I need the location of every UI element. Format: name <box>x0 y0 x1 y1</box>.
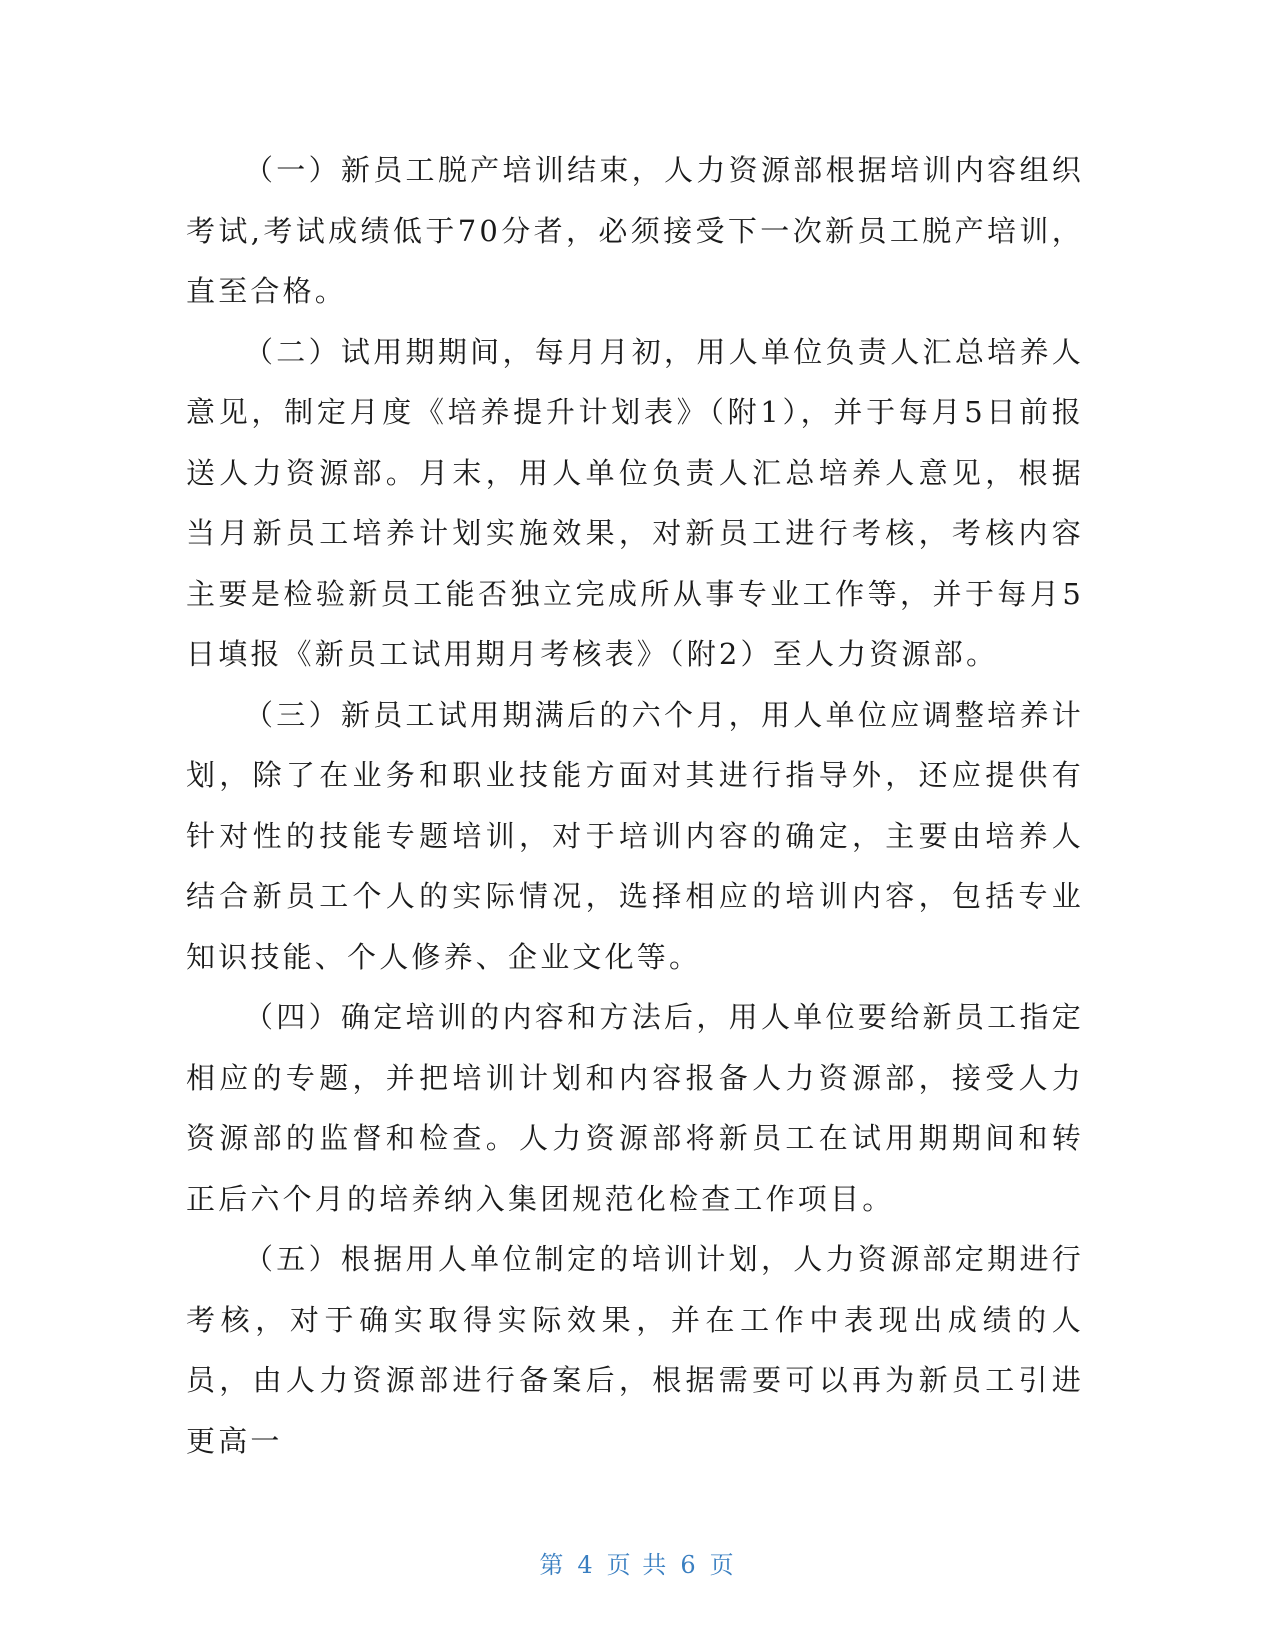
document-body <box>186 140 1084 1471</box>
paragraph-1: （一）新员工脱产培训结束，人力资源部根据培训内容组织考试,考试成绩低于70分者，必须接受下一次新员工脱产培训，直至合格。 <box>186 153 1084 308</box>
paragraph-5: （五）根据用人单位制定的培训计划，人力资源部定期进行考核，对于确实取得实际效果，并在工作中表现出成绩的人员，由人力资源部进行备案后，根据需要可以再为新员工引进更高一 <box>186 1242 1084 1458</box>
current-page-number: 4 <box>577 1551 595 1579</box>
paragraph-4: （四）确定培训的内容和方法后，用人单位要给新员工指定相应的专题，并把培训计划和内容报备人力资源部，接受人力资源部的监督和检查。人力资源部将新员工在试用期期间和转正后六个月的培养纳入集团规范化检查工作项目。 <box>186 1000 1084 1216</box>
footer-mid: 页 共 <box>606 1551 669 1579</box>
paragraph-2: （二）试用期期间，每月月初，用人单位负责人汇总培养人意见，制定月度《培养提升计划表》（附1），并于每月5日前报送人力资源部。月末，用人单位负责人汇总培养人意见，根据当月新员工培养计划实施效果，对新员工进行考核，考核内容主要是检验新员工能否独立完成所从事专业工作等，并于每月5日填报《新员工试用期月考核表》（附2）至人力资源部。 <box>186 334 1084 671</box>
page-footer <box>0 1545 1275 1580</box>
footer-prefix: 第 <box>539 1551 566 1579</box>
total-pages-number: 6 <box>680 1551 698 1579</box>
footer-suffix: 页 <box>709 1551 736 1579</box>
paragraph-3: （三）新员工试用期满后的六个月，用人单位应调整培养计划，除了在业务和职业技能方面对其进行指导外，还应提供有针对性的技能专题培训，对于培训内容的确定，主要由培养人结合新员工个人的实际情况，选择相应的培训内容，包括专业知识技能、个人修养、企业文化等。 <box>186 697 1084 974</box>
